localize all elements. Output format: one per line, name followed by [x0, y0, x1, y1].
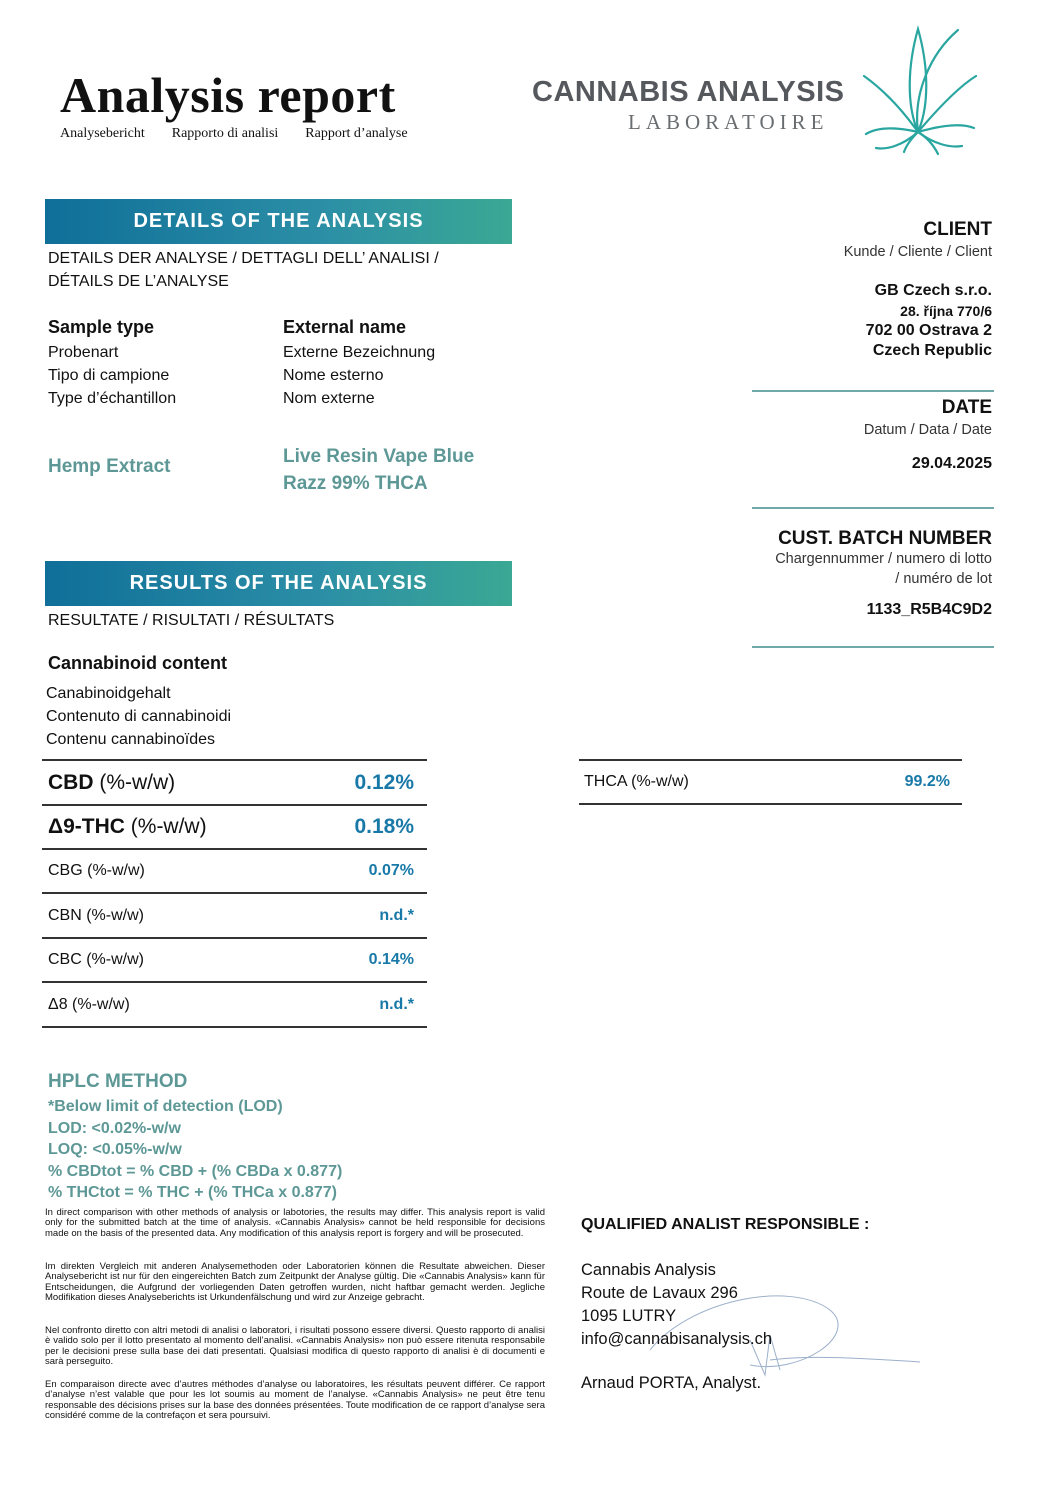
page-subtitles — [60, 126, 408, 142]
cannabinoid-fr: Contenu cannabinoïdes — [46, 731, 216, 748]
batch-block — [692, 528, 992, 619]
batch-translations-1: Chargennummer / numero di lotto — [775, 551, 992, 567]
table-row — [48, 939, 414, 981]
table-row-thca — [584, 761, 950, 803]
date-heading: DATE — [941, 397, 992, 418]
external-name-value — [283, 443, 474, 497]
results-subtitle: RESULTATE / RISULTATI / RÉSULTATS — [48, 612, 335, 629]
table-row — [48, 850, 414, 892]
external-name-heading: External name — [283, 317, 407, 337]
page-title: Analysis report — [60, 67, 396, 123]
cbd-value: 0.12% — [354, 770, 414, 794]
signature-email[interactable]: info@cannabisanalysis.ch — [581, 1330, 773, 1348]
minor-value: 0.14% — [368, 951, 414, 968]
method-line: % THCtot = % THC + (% THCa x 0.877) — [48, 1184, 337, 1201]
client-translations: Kunde / Cliente / Client — [843, 244, 992, 260]
divider — [752, 507, 994, 509]
signature-line: Cannabis Analysis — [581, 1261, 716, 1279]
signature-line: 1095 LUTRY — [581, 1307, 677, 1325]
sample-type-de: Probenart — [48, 344, 119, 361]
date-block — [692, 397, 992, 473]
signature-heading: QUALIFIED ANALIST RESPONSIBLE : — [581, 1216, 870, 1233]
method-title: HPLC METHOD — [48, 1071, 188, 1092]
sample-type-value: Hemp Extract — [48, 456, 171, 477]
batch-translations-2: / numéro de lot — [895, 571, 992, 587]
subtitle-fr: Rapport d’analyse — [305, 126, 408, 141]
client-name: GB Czech s.r.o. — [874, 282, 992, 299]
divider — [752, 390, 994, 392]
cannabinoid-it: Contenuto di cannabinoidi — [46, 708, 232, 725]
thca-value: 99.2% — [904, 773, 950, 790]
cannabinoid-heading: Cannabinoid content — [48, 653, 227, 673]
method-line: *Below limit of detection (LOD) — [48, 1098, 283, 1115]
table-row — [48, 983, 414, 1026]
minor-label: CBC (%-w/w) — [48, 951, 144, 968]
batch-value: 1133_R5B4C9D2 — [866, 601, 992, 618]
external-name-de: Externe Bezeichnung — [283, 344, 436, 361]
minor-value: 0.07% — [368, 862, 414, 879]
sample-type-translations — [48, 341, 176, 410]
thc-value: 0.18% — [354, 815, 414, 838]
minor-value: n.d.* — [379, 995, 414, 1013]
sample-type-it: Tipo di campione — [48, 367, 170, 384]
logo-subtext: LABORATOIRE — [628, 110, 829, 134]
client-heading: CLIENT — [923, 219, 992, 240]
minor-label: CBN (%-w/w) — [48, 906, 144, 924]
client-city: 702 00 Ostrava 2 — [865, 322, 992, 339]
minor-value: n.d.* — [379, 906, 414, 924]
details-subtitle-2: DÉTAILS DE L’ANALYSE — [48, 273, 229, 290]
analyst-name: Arnaud PORTA, Analyst. — [581, 1374, 762, 1392]
date-value: 29.04.2025 — [911, 455, 992, 472]
table-row-cbd — [48, 761, 414, 804]
client-block — [692, 219, 992, 360]
table-row — [48, 894, 414, 937]
signature-line: Route de Lavaux 296 — [581, 1284, 738, 1302]
external-name-line-1: Live Resin Vape Blue — [283, 446, 475, 467]
details-subtitle-1: DETAILS DER ANALYSE / DETTAGLI DELL’ ANALISI / — [48, 250, 439, 267]
legal-fr: En comparaison directe avec d’autres méthodes d’analyse ou laboratoires, les résultats peuvent différer. Ce rapport d’analyse n’est valable que pour les lot soumis au moment de l’analyse. «Cannabis Analysis» ne peut être tenu responsable des décisions prises sur la base des données présentées. Toute modification de ce rapport d’analyse sera considéré comme de la contrefaçon et sera poursuivi. — [45, 1379, 545, 1422]
divider — [752, 646, 994, 648]
logo-text: CANNABIS ANALYSIS — [532, 76, 845, 108]
batch-heading: CUST. BATCH NUMBER — [778, 528, 992, 549]
table-row-thc — [48, 806, 414, 848]
cbd-label: CBD (%-w/w) — [48, 770, 176, 794]
external-name-translations — [283, 341, 435, 410]
minor-label: Δ8 (%-w/w) — [48, 995, 130, 1013]
cannabinoid-de: Canabinoidgehalt — [46, 685, 171, 702]
cannabinoid-translations — [46, 682, 231, 751]
external-name-line-2: Razz 99% THCA — [283, 473, 428, 494]
thca-label: THCA (%-w/w) — [584, 773, 689, 790]
method-line: LOD: <0.02%-w/w — [48, 1119, 181, 1137]
method-notes — [48, 1096, 342, 1204]
legal-de: Im direkten Vergleich mit anderen Analysemethoden oder Laboratorien können die Resultate abweichen. Dieser Analysebericht ist nur für den eingereichten Batch zum Zeitpunkt der Analyse gültig. Die «Cannabis Analysis» kann für Entscheidungen, die Aufgrund der vorliegenden Daten getroffen wurden, nicht haftbar gemacht werden. Jegliche Modifikation dieses Analyseberichts ist Urkundenfälschung und wird zur Anzeige gebracht. — [45, 1261, 545, 1304]
legal-en: In direct comparison with other methods of analysis or labotories, the results may differ. This analysis report is valid only for the submitted batch at the time of analysis. «Cannabis Analysis» cannot be held responsible for decisions made on the basis of the presented data. Any modification of this analysis report is forgery and will be prosecuted. — [45, 1207, 545, 1239]
subtitle-it: Rapporto di analisi — [171, 126, 279, 141]
external-name-fr: Nom externe — [283, 390, 375, 407]
date-translations: Datum / Data / Date — [863, 422, 992, 438]
sample-type-fr: Type d’échantillon — [48, 390, 177, 407]
signature-address — [581, 1259, 772, 1351]
cannabis-leaf-icon — [858, 24, 980, 156]
results-banner: RESULTS OF THE ANALYSIS — [45, 561, 512, 606]
client-street: 28. října 770/6 — [900, 303, 992, 319]
subtitle-de: Analysebericht — [60, 126, 145, 141]
details-banner: DETAILS OF THE ANALYSIS — [45, 199, 512, 244]
method-line: LOQ: <0.05%-w/w — [48, 1141, 182, 1158]
external-name-it: Nome esterno — [283, 367, 384, 384]
legal-it: Nel confronto diretto con altri metodi di analisi o laboratori, i risultati possono essere diversi. Questo rapporto di analisi è valido solo per il lotto presentato al momento dell’analisi. «Cannabis Analysis» non può essere ritenuta responsabile per le decisioni prese sulla base dei dati presentati. Qualsiasi modifica di questo rapporto di analisi è di documenti e sarà perseguito. — [45, 1325, 545, 1368]
method-line: % CBDtot = % CBD + (% CBDa x 0.877) — [48, 1162, 343, 1180]
table-rule — [579, 803, 962, 805]
table-rule — [42, 1026, 427, 1028]
client-country: Czech Republic — [872, 342, 992, 359]
thc-label: Δ9-THC (%-w/w) — [48, 815, 207, 838]
sample-type-heading: Sample type — [48, 317, 155, 337]
minor-label: CBG (%-w/w) — [48, 862, 145, 879]
